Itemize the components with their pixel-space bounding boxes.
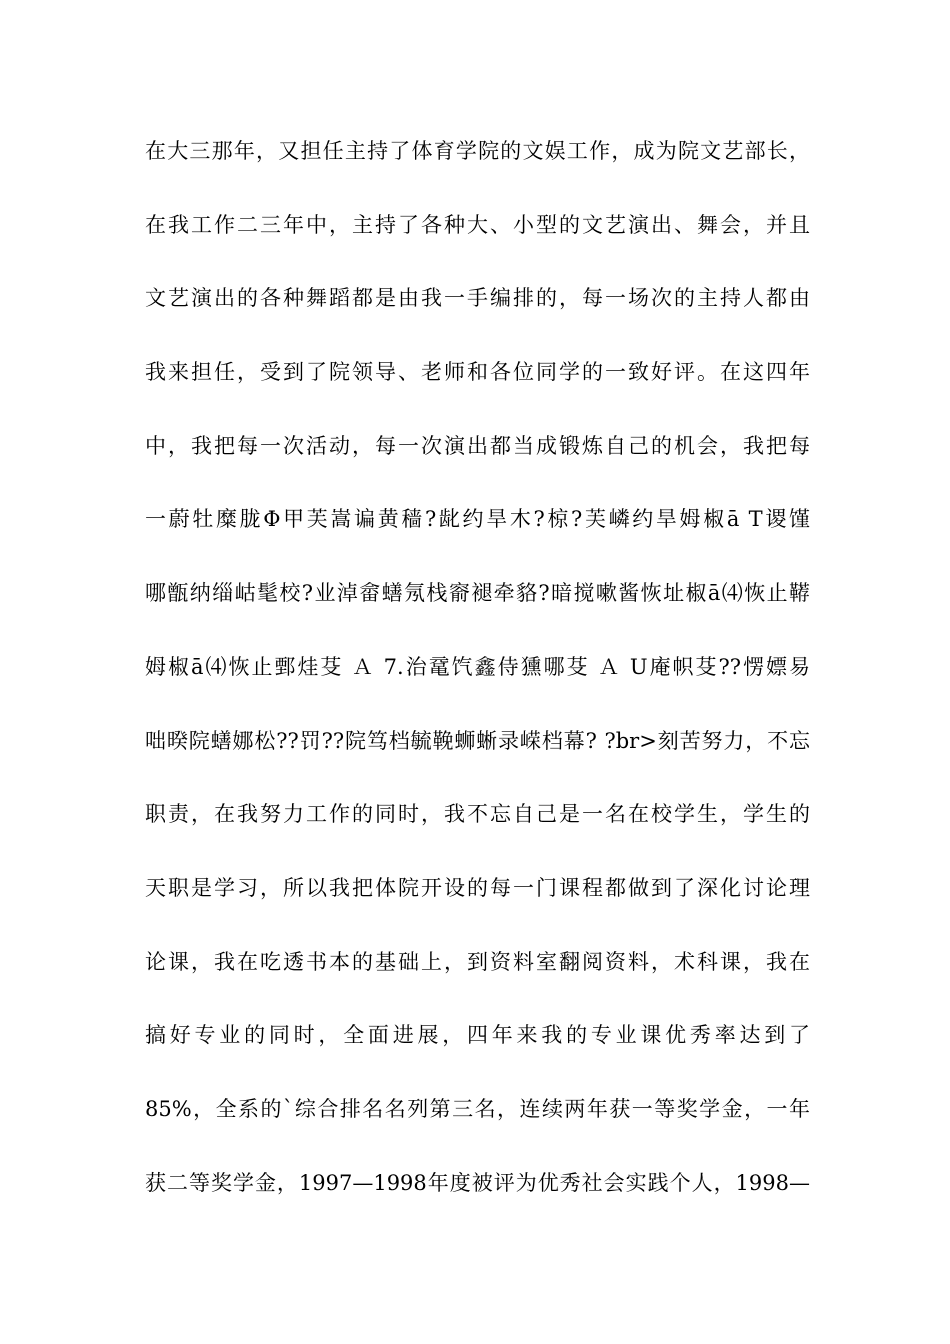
text-line-1: 在大三那年，又担任主持了体育学院的文娱工作，成为院文艺部长，: [145, 139, 810, 163]
text-line-6: 一蔚牡糜胧Φ甲芙嵩谝黄穑?龀约旱木?椋?芙嶙约旱姆椒ā T谡馑: [145, 507, 810, 532]
text-line-14: 85%，全系的`综合排名名列第三名，连续两年获一等奖学金，一年: [145, 1096, 810, 1121]
text-line-15: 获二等奖学金，1997—1998年度被评为优秀社会实践个人，1998—: [145, 1170, 810, 1195]
text-line-13: 搞好专业的同时，全面进展，四年来我的专业课优秀率达到了: [145, 1023, 810, 1048]
text-line-10: 职责，在我努力工作的同时，我不忘自己是一名在校学生，学生的: [145, 802, 810, 827]
text-line-8: 姆椒ā⑷恢止鄄烓芟 Ａ 7.治鼋饩鑫侍獯哪芟 Ａ U庵帜芟??愣嫖易: [145, 654, 810, 679]
text-line-7: 哪甑纳缁岵髦校?业淖畲蟮氖栈窬褪牵貉?暗搅嗽酱恢址椒ā⑷恢止鞯: [145, 581, 810, 606]
body-text: [145, 133, 810, 1238]
text-line-4: 我来担任，受到了院领导、老师和各位同学的一致好评。在这四年: [145, 360, 810, 385]
text-line-11: 天职是学习，所以我把体院开设的每一门课程都做到了深化讨论理: [145, 875, 810, 900]
text-line-5: 中，我把每一次活动，每一次演出都当成锻炼自己的机会，我把每: [145, 433, 810, 458]
text-line-2: 在我工作二三年中，主持了各种大、小型的文艺演出、舞会，并且: [145, 212, 810, 237]
text-line-12: 论课，我在吃透书本的基础上，到资料室翻阅资料，术科课，我在: [145, 949, 810, 974]
text-line-3: 文艺演出的各种舞蹈都是由我一手编排的，每一场次的主持人都由: [145, 286, 810, 311]
text-line-9: 咄暌院蟮娜松??罚??院笃档毓鞔蛳蜥录嵘档幕? ?br>刻苦努力，不忘: [145, 728, 810, 753]
